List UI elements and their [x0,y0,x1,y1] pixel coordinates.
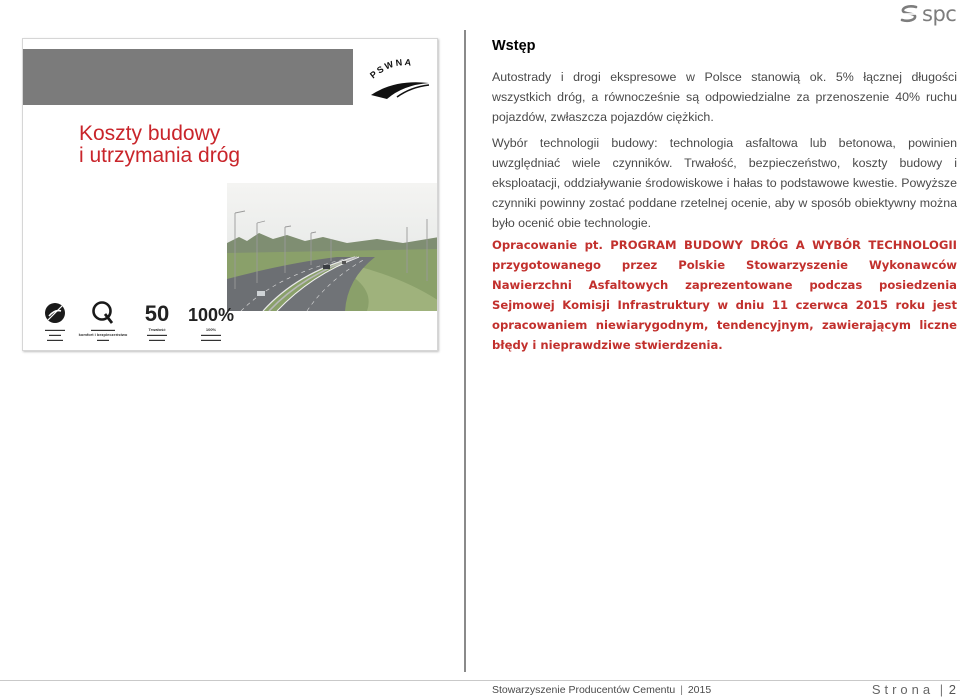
page-label: Strona [871,682,935,697]
pswna-logo-text: PSWNA [368,57,414,81]
column-divider [464,30,466,672]
slide-header-band [23,49,353,105]
feature-fifty-caption: Trwałość [148,327,166,332]
slide-title-line2: i utrzymania dróg [79,144,241,167]
highway-photo [227,183,438,311]
footer-page: Strona | 2 [871,682,956,697]
presentation-slide [22,38,438,351]
feature-quality: ▬▬▬▬▬▬ komfort i bezpieczeństwo ▬▬▬ [73,297,133,351]
spc-mark-icon [898,3,920,25]
hundred-percent-icon: 100% [187,305,235,325]
slide-feature-icons [23,297,273,351]
feature-no-rut: ▬▬▬▬▬ ▬▬▬ ▬▬▬▬ [25,297,85,351]
svg-text:PSWNA [368,57,414,80]
footer-organization: Stowarzyszenie Producentów Cementu | 2015 [492,684,712,696]
footer-year: 2015 [687,684,712,696]
feature-hundred-caption: 100% [205,327,217,332]
no-rut-icon [43,301,67,325]
footer-rule [0,680,960,681]
feature-hundred: 100% 100% ▬▬▬▬▬ ▬▬▬▬▬ [187,305,235,342]
pswna-logo [367,49,433,109]
page-number: 2 [948,682,956,697]
footer-org-name: Stowarzyszenie Producentów Cementu [492,684,676,696]
fifty-years-icon: 50 [144,301,170,326]
spc-logo-text: spc [922,1,957,26]
spc-logo [898,2,958,26]
paragraph-technology: Wybór technologii budowy: technologia asfaltowa lub betonowa, powinien uwzględniać wiele czynników. Trwałość, bezpieczeństwo, koszty budowy i eksploatacji, oddziaływanie środowiskowe i hałas to podstawowe kwestie. Powyższe czynniki powinny zostać poddane rzetelnej ocenie, aby w sposób obiektywny można było ocenić obie technologie. [492,136,957,230]
slide-title [79,123,240,167]
section-heading: Wstęp [492,38,536,54]
feature-quality-caption: komfort i bezpieczeństwo [78,332,128,337]
pswna-logo-icon [367,49,433,109]
paragraph-intro: Autostrady i drogi ekspresowe w Polsce stanowią ok. 5% łącznej długości wszystkich dróg, a równocześnie są odpowiedzialne za przenoszenie 40% ruchu pojazdów, zwłaszcza pojazdów ciężkich. [492,70,957,124]
feature-fifty: 50 Trwałość ▬▬▬▬▬ ▬▬▬▬ [144,301,170,342]
quality-q-icon [90,299,116,325]
paragraph-note: Opracowanie pt. PROGRAM BUDOWY DRÓG A WYBÓR TECHNOLOGII przygotowanego przez Polskie Stowarzyszenie Wykonawców Nawierzchni Asfaltowych zaprezentowane podczas posiedzenia Sejmowej Komisji Infrastruktury w dniu 11 czerwca 2015 roku jest opracowaniem niewiarygodnym, tendencyjnym, zawierającym liczne błędy i nieprawdziwe stwierdzenia. [492,238,957,352]
slide-title-line1: Koszty budowy [79,122,221,145]
